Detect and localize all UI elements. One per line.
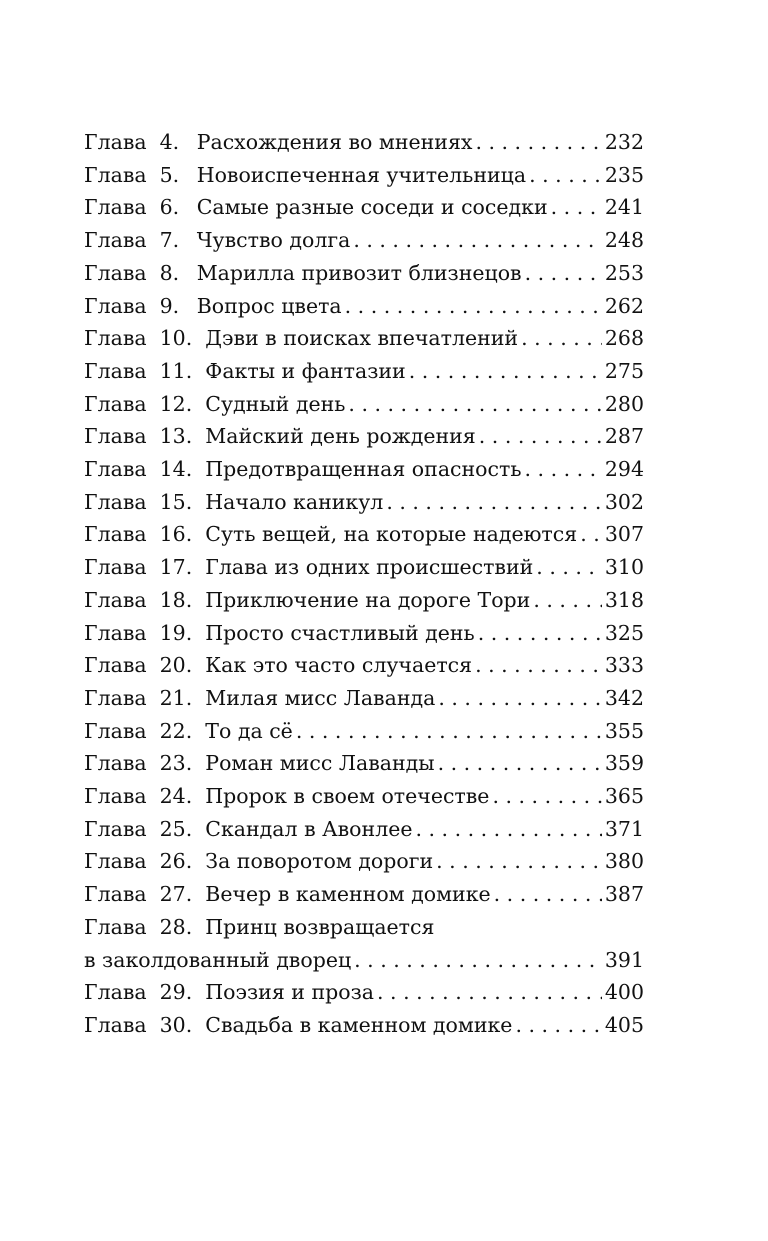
chapter-number: 16. [159,522,193,547]
chapter-title: Марилла привозит близнецов [196,260,522,285]
chapter-label: Глава [84,751,147,776]
toc-entry-line [84,420,644,453]
table-of-contents [84,126,644,1042]
chapter-label: Глава [84,293,147,318]
chapter-title: Майский день рождения [205,424,476,449]
chapter-title: Милая мисс Лаванда [205,685,436,710]
toc-entry-line [84,976,644,1009]
toc-entry [84,420,644,453]
toc-entry [84,682,644,715]
toc-entry [84,453,644,486]
toc-entry [84,224,644,257]
chapter-label: Глава [84,130,147,154]
page-number: 241 [604,195,644,220]
toc-entry-line [84,878,644,911]
page-number: 232 [604,130,644,154]
chapter-number: 20. [159,653,193,678]
page-number: 342 [604,685,644,710]
page-number: 262 [604,293,644,318]
toc-entry-line [84,355,644,388]
chapter-title: Вечер в каменном домике [205,882,491,907]
page-number: 307 [604,522,644,547]
chapter-label: Глава [84,522,147,547]
chapter-label: Глава [84,816,147,841]
toc-entry-line [84,486,644,519]
chapter-title: Самые разные соседи и соседки [196,195,548,220]
chapter-number: 18. [159,587,193,612]
chapter-title: Чувство долга [196,228,351,253]
leader-dots [438,747,602,780]
chapter-title: Скандал в Авонлее [205,816,413,841]
chapter-number: 26. [159,849,193,874]
page-number: 391 [604,947,644,972]
toc-entry-line [84,780,644,813]
page-number: 387 [604,882,644,907]
page-number: 294 [604,457,644,482]
toc-entry [84,355,644,388]
leader-dots [525,453,602,486]
chapter-title: Принц возвращается [205,914,435,939]
leader-dots [529,159,602,192]
chapter-label: Глава [84,489,147,514]
page-number: 400 [604,980,644,1005]
leader-dots [533,584,602,617]
toc-entry-line [84,1009,644,1042]
toc-entry-line [84,584,644,617]
leader-dots [494,878,602,911]
chapter-label: Глава [84,587,147,612]
chapter-number: 23. [159,751,193,776]
chapter-number: 19. [159,620,193,645]
leader-dots [436,845,602,878]
toc-entry-line [84,813,644,846]
chapter-title: Судный день [205,391,346,416]
chapter-label: Глава [84,162,147,187]
page-number: 365 [604,784,644,809]
toc-entry [84,813,644,846]
leader-dots [536,551,602,584]
toc-entry-line [84,617,644,650]
page-number: 275 [604,358,644,383]
leader-dots [525,257,602,290]
toc-entry [84,322,644,355]
toc-entry [84,388,644,421]
chapter-number: 12. [159,391,193,416]
toc-entry-first-line [84,911,644,944]
chapter-title: Дэви в поисках впечатлений [205,326,519,351]
toc-entry-line [84,649,644,682]
chapter-label: Глава [84,1012,147,1037]
chapter-title: Пророк в своем отечестве [205,784,490,809]
leader-dots [475,649,602,682]
chapter-label: Глава [84,882,147,907]
toc-entry-line [84,453,644,486]
toc-entry [84,1009,644,1042]
chapter-number: 6. [159,195,180,220]
leader-dots [515,1009,601,1042]
chapter-number: 29. [159,980,193,1005]
chapter-number: 11. [159,358,193,383]
chapter-title: Суть вещей, на которые надеются [205,522,578,547]
toc-entry [84,290,644,323]
toc-entry [84,976,644,1009]
chapter-number: 9. [159,293,180,318]
chapter-label: Глава [84,849,147,874]
chapter-label: Глава [84,653,147,678]
chapter-label: Глава [84,980,147,1005]
page-number: 280 [604,391,644,416]
chapter-number: 13. [159,424,193,449]
chapter-number: 22. [159,718,193,743]
page-number: 405 [604,1012,644,1037]
leader-dots [551,191,602,224]
page-number: 310 [604,555,644,580]
chapter-title: Просто счастливый день [205,620,475,645]
toc-entry-line [84,518,644,551]
chapter-label: Глава [84,358,147,383]
chapter-label: Глава [84,784,147,809]
toc-entry [84,159,644,192]
chapter-title: То да сё [205,718,293,743]
page-number: 235 [604,162,644,187]
chapter-title: Факты и фантазии [205,358,406,383]
chapter-label: Глава [84,685,147,710]
toc-entry-line [84,191,644,224]
toc-entry [84,584,644,617]
page-number: 325 [604,620,644,645]
page-number: 355 [604,718,644,743]
page-number: 371 [604,816,644,841]
chapter-label: Глава [84,914,147,939]
chapter-label: Глава [84,195,147,220]
page-number: 287 [604,424,644,449]
page-number: 253 [604,260,644,285]
chapter-number: 10. [159,326,193,351]
leader-dots [354,944,602,977]
chapter-title: Расхождения во мнениях [196,130,473,154]
toc-entry-line [84,747,644,780]
chapter-number: 25. [159,816,193,841]
leader-dots [377,976,602,1009]
leader-dots [296,715,602,748]
toc-entry-line [84,715,644,748]
leader-dots [580,518,602,551]
chapter-title: Поэзия и проза [205,980,375,1005]
chapter-title: Предотвращенная опасность [205,457,522,482]
chapter-title: Как это часто случается [205,653,473,678]
toc-entry [84,126,644,159]
chapter-number: 14. [159,457,193,482]
leader-dots [345,290,602,323]
chapter-title: Начало каникул [205,489,384,514]
page-number: 359 [604,751,644,776]
toc-entry-line [84,126,644,159]
chapter-label: Глава [84,620,147,645]
page-number: 268 [604,326,644,351]
chapter-title: За поворотом дороги [205,849,434,874]
toc-entry-line [84,257,644,290]
leader-dots [348,388,601,421]
toc-entry [84,747,644,780]
toc-entry-line [84,551,644,584]
chapter-number: 4. [159,130,180,154]
page-number: 380 [604,849,644,874]
toc-entry-line [84,682,644,715]
page-number: 248 [604,228,644,253]
chapter-label: Глава [84,391,147,416]
chapter-label: Глава [84,718,147,743]
page-number: 333 [604,653,644,678]
toc-entry-second-line [84,944,644,977]
chapter-title: Приключение на дороге Тори [205,587,531,612]
leader-dots [409,355,602,388]
chapter-title: Глава из одних происшествий [205,555,534,580]
chapter-label: Глава [84,326,147,351]
chapter-title: Новоиспеченная учительница [196,162,527,187]
toc-entry [84,486,644,519]
chapter-number: 17. [159,555,193,580]
chapter-number: 24. [159,784,193,809]
chapter-title: Вопрос цвета [196,293,342,318]
leader-dots [521,322,602,355]
chapter-number: 28. [159,914,193,939]
leader-dots [438,682,602,715]
toc-entry-line [84,159,644,192]
chapter-label: Глава [84,457,147,482]
toc-entry-line [84,290,644,323]
leader-dots [492,780,601,813]
toc-entry [84,257,644,290]
page-number: 302 [604,489,644,514]
toc-entry [84,911,644,976]
toc-entry [84,715,644,748]
chapter-number: 27. [159,882,193,907]
chapter-title: Роман мисс Лаванды [205,751,435,776]
toc-entry [84,649,644,682]
leader-dots [478,617,602,650]
toc-entry [84,191,644,224]
leader-dots [353,224,602,257]
chapter-number: 30. [159,1012,193,1037]
toc-entry-line [84,388,644,421]
toc-entry [84,845,644,878]
chapter-number: 7. [159,228,180,253]
toc-entry-line [84,224,644,257]
chapter-number: 15. [159,489,193,514]
leader-dots [415,813,601,846]
toc-entry [84,518,644,551]
toc-entry [84,617,644,650]
chapter-number: 21. [159,685,193,710]
chapter-title: Свадьба в каменном домике [205,1012,513,1037]
chapter-label: Глава [84,228,147,253]
chapter-number: 8. [159,260,180,285]
chapter-label: Глава [84,260,147,285]
toc-entry [84,551,644,584]
leader-dots [386,486,602,519]
chapter-title-continued: в заколдованный дворец [84,947,352,972]
leader-dots [475,126,601,159]
toc-entry-line [84,845,644,878]
chapter-label: Глава [84,555,147,580]
toc-entry-line [84,322,644,355]
chapter-number: 5. [159,162,180,187]
chapter-label: Глава [84,424,147,449]
toc-entry [84,780,644,813]
toc-entry [84,878,644,911]
page-number: 318 [604,587,644,612]
leader-dots [479,420,602,453]
